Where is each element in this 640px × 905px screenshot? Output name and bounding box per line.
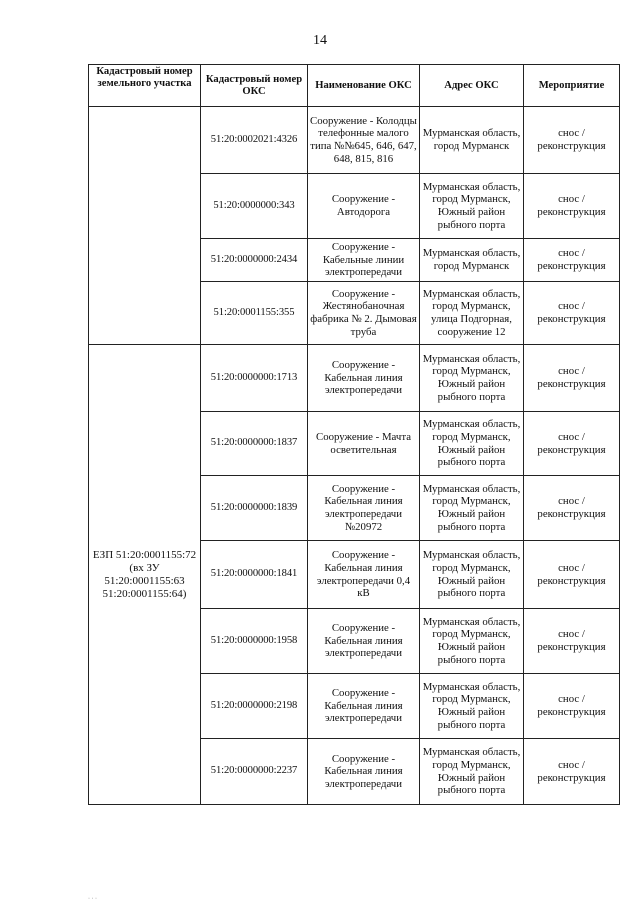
oks-name-cell: Сооружение - Кабельная линия электропередачи	[308, 609, 420, 674]
oks-name-cell: Сооружение - Кабельная линия электропередачи	[308, 674, 420, 739]
oks-address-cell: Мурманская область, город Мурманск, Южный район рыбного порта	[420, 174, 524, 239]
header-oks-cadastral: Кадастровый номер ОКС	[201, 65, 308, 107]
oks-name-cell: Сооружение - Мачта осветительная	[308, 412, 420, 476]
oks-address-cell: Мурманская область, город Мурманск, улица Подгорная, сооружение 12	[420, 282, 524, 345]
action-cell: снос / реконструкция	[524, 345, 620, 412]
oks-cadastral-cell: 51:20:0000000:1841	[201, 541, 308, 609]
oks-address-cell: Мурманская область, город Мурманск, Южный район рыбного порта	[420, 541, 524, 609]
plot-cadastral-cell	[89, 107, 201, 345]
oks-name-cell: Сооружение - Кабельная линия электропередачи 0,4 кВ	[308, 541, 420, 609]
table-body	[89, 107, 620, 805]
oks-address-cell: Мурманская область, город Мурманск	[420, 107, 524, 174]
header-oks-name: Наименование ОКС	[308, 65, 420, 107]
action-cell: снос / реконструкция	[524, 476, 620, 541]
page-number: 14	[313, 33, 327, 48]
oks-cadastral-cell: 51:20:0002021:4326	[201, 107, 308, 174]
action-cell: снос / реконструкция	[524, 282, 620, 345]
oks-cadastral-cell: 51:20:0000000:1713	[201, 345, 308, 412]
oks-name-cell: Сооружение - Кабельная линия электропередачи	[308, 739, 420, 805]
oks-name-cell: Сооружение - Кабельная линия электропередачи	[308, 345, 420, 412]
action-cell: снос / реконструкция	[524, 541, 620, 609]
action-cell: снос / реконструкция	[524, 412, 620, 476]
oks-name-cell: Сооружение - Кабельная линия электропередачи №20972	[308, 476, 420, 541]
action-cell: снос / реконструкция	[524, 674, 620, 739]
header-oks-address: Адрес ОКС	[420, 65, 524, 107]
oks-cadastral-cell: 51:20:0000000:2434	[201, 239, 308, 282]
oks-address-cell: Мурманская область, город Мурманск, Южный район рыбного порта	[420, 609, 524, 674]
oks-name-cell: Сооружение - Автодорога	[308, 174, 420, 239]
oks-cadastral-cell: 51:20:0000000:343	[201, 174, 308, 239]
oks-cadastral-cell: 51:20:0000000:2198	[201, 674, 308, 739]
oks-cadastral-cell: 51:20:0000000:1958	[201, 609, 308, 674]
oks-address-cell: Мурманская область, город Мурманск, Южный район рыбного порта	[420, 345, 524, 412]
oks-address-cell: Мурманская область, город Мурманск, Южный район рыбного порта	[420, 476, 524, 541]
oks-address-cell: Мурманская область, город Мурманск, Южный район рыбного порта	[420, 412, 524, 476]
oks-name-cell: Сооружение - Жестянобаночная фабрика № 2. Дымовая труба	[308, 282, 420, 345]
action-cell: снос / реконструкция	[524, 609, 620, 674]
header-plot-cadastral: Кадастровый номер земельного участка	[89, 65, 201, 107]
table-row	[89, 345, 620, 412]
plot-cadastral-cell: ЕЗП 51:20:0001155:72 (вх ЗУ 51:20:0001155:63 51:20:0001155:64)	[89, 345, 201, 805]
table-header-row	[89, 65, 620, 107]
oks-address-cell: Мурманская область, город Мурманск, Южный район рыбного порта	[420, 739, 524, 805]
oks-cadastral-cell: 51:20:0000000:1837	[201, 412, 308, 476]
scan-mark: · · ·	[88, 896, 97, 902]
oks-cadastral-cell: 51:20:0001155:355	[201, 282, 308, 345]
table-row	[89, 107, 620, 174]
action-cell: снос / реконструкция	[524, 239, 620, 282]
oks-address-cell: Мурманская область, город Мурманск, Южный район рыбного порта	[420, 674, 524, 739]
oks-address-cell: Мурманская область, город Мурманск	[420, 239, 524, 282]
oks-name-cell: Сооружение - Кабельные линии электропередачи	[308, 239, 420, 282]
action-cell: снос / реконструкция	[524, 739, 620, 805]
header-action: Мероприятие	[524, 65, 620, 107]
action-cell: снос / реконструкция	[524, 107, 620, 174]
action-cell: снос / реконструкция	[524, 174, 620, 239]
oks-cadastral-cell: 51:20:0000000:2237	[201, 739, 308, 805]
oks-cadastral-cell: 51:20:0000000:1839	[201, 476, 308, 541]
oks-name-cell: Сооружение - Колодцы телефонные малого типа №№645, 646, 647, 648, 815, 816	[308, 107, 420, 174]
oks-table	[88, 64, 620, 805]
